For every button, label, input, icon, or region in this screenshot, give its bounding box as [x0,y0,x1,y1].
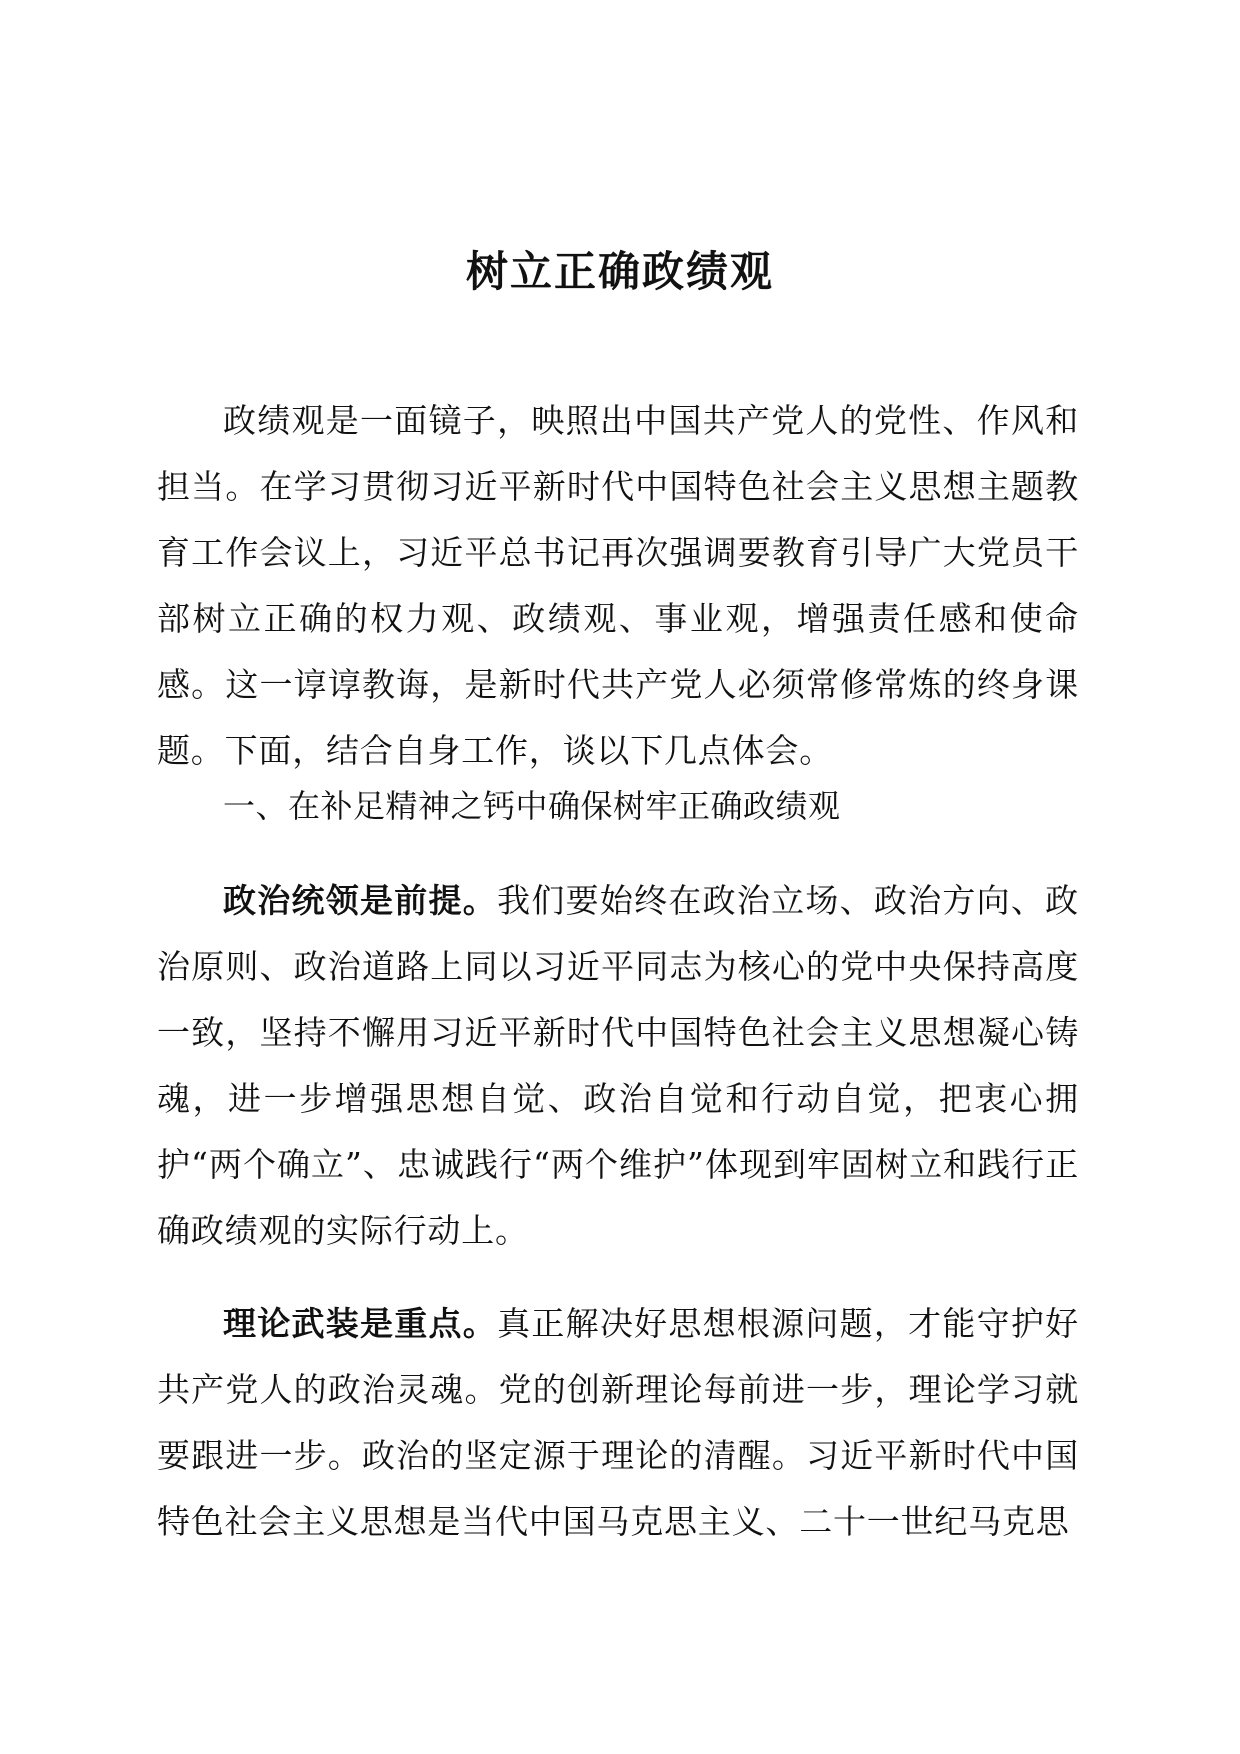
section-heading: 一、在补足精神之钙中确保树牢正确政绩观 [223,787,841,825]
point-body-theory-armament: 真正解决好思想根源问题，才能守护好共产党人的政治灵魂。党的创新理论每前进一步，理论学习就要跟进一步。政治的坚定源于理论的清醒。习近平新时代中国特色社会主义思想是当代中国马克思主义、二十一世纪马克思 [157,1304,1079,1541]
point-lead-political-leadership: 政治统领是前提。 [223,881,498,920]
point-paragraph-theory-armament [157,1291,1079,1555]
point-paragraph-political-leadership [157,868,1079,1264]
point-body-political-leadership: 我们要始终在政治立场、政治方向、政治原则、政治道路上同以习近平同志为核心的党中央保持高度一致，坚持不懈用习近平新时代中国特色社会主义思想凝心铸魂，进一步增强思想自觉、政治自觉和行动自觉，把衷心拥护“两个确立”、忠诚践行“两个维护”体现到牢固树立和践行正确政绩观的实际行动上。 [157,881,1079,1250]
intro-paragraph: 政绩观是一面镜子，映照出中国共产党人的党性、作风和担当。在学习贯彻习近平新时代中国特色社会主义思想主题教育工作会议上，习近平总书记再次强调要教育引导广大党员干部树立正确的权力观、政绩观、事业观，增强责任感和使命感。这一谆谆教诲，是新时代共产党人必须常修常炼的终身课题。下面，结合自身工作，谈以下几点体会。 [157,401,1079,770]
document-title: 树立正确政绩观 [465,247,774,296]
point-lead-theory-armament: 理论武装是重点。 [223,1304,498,1343]
